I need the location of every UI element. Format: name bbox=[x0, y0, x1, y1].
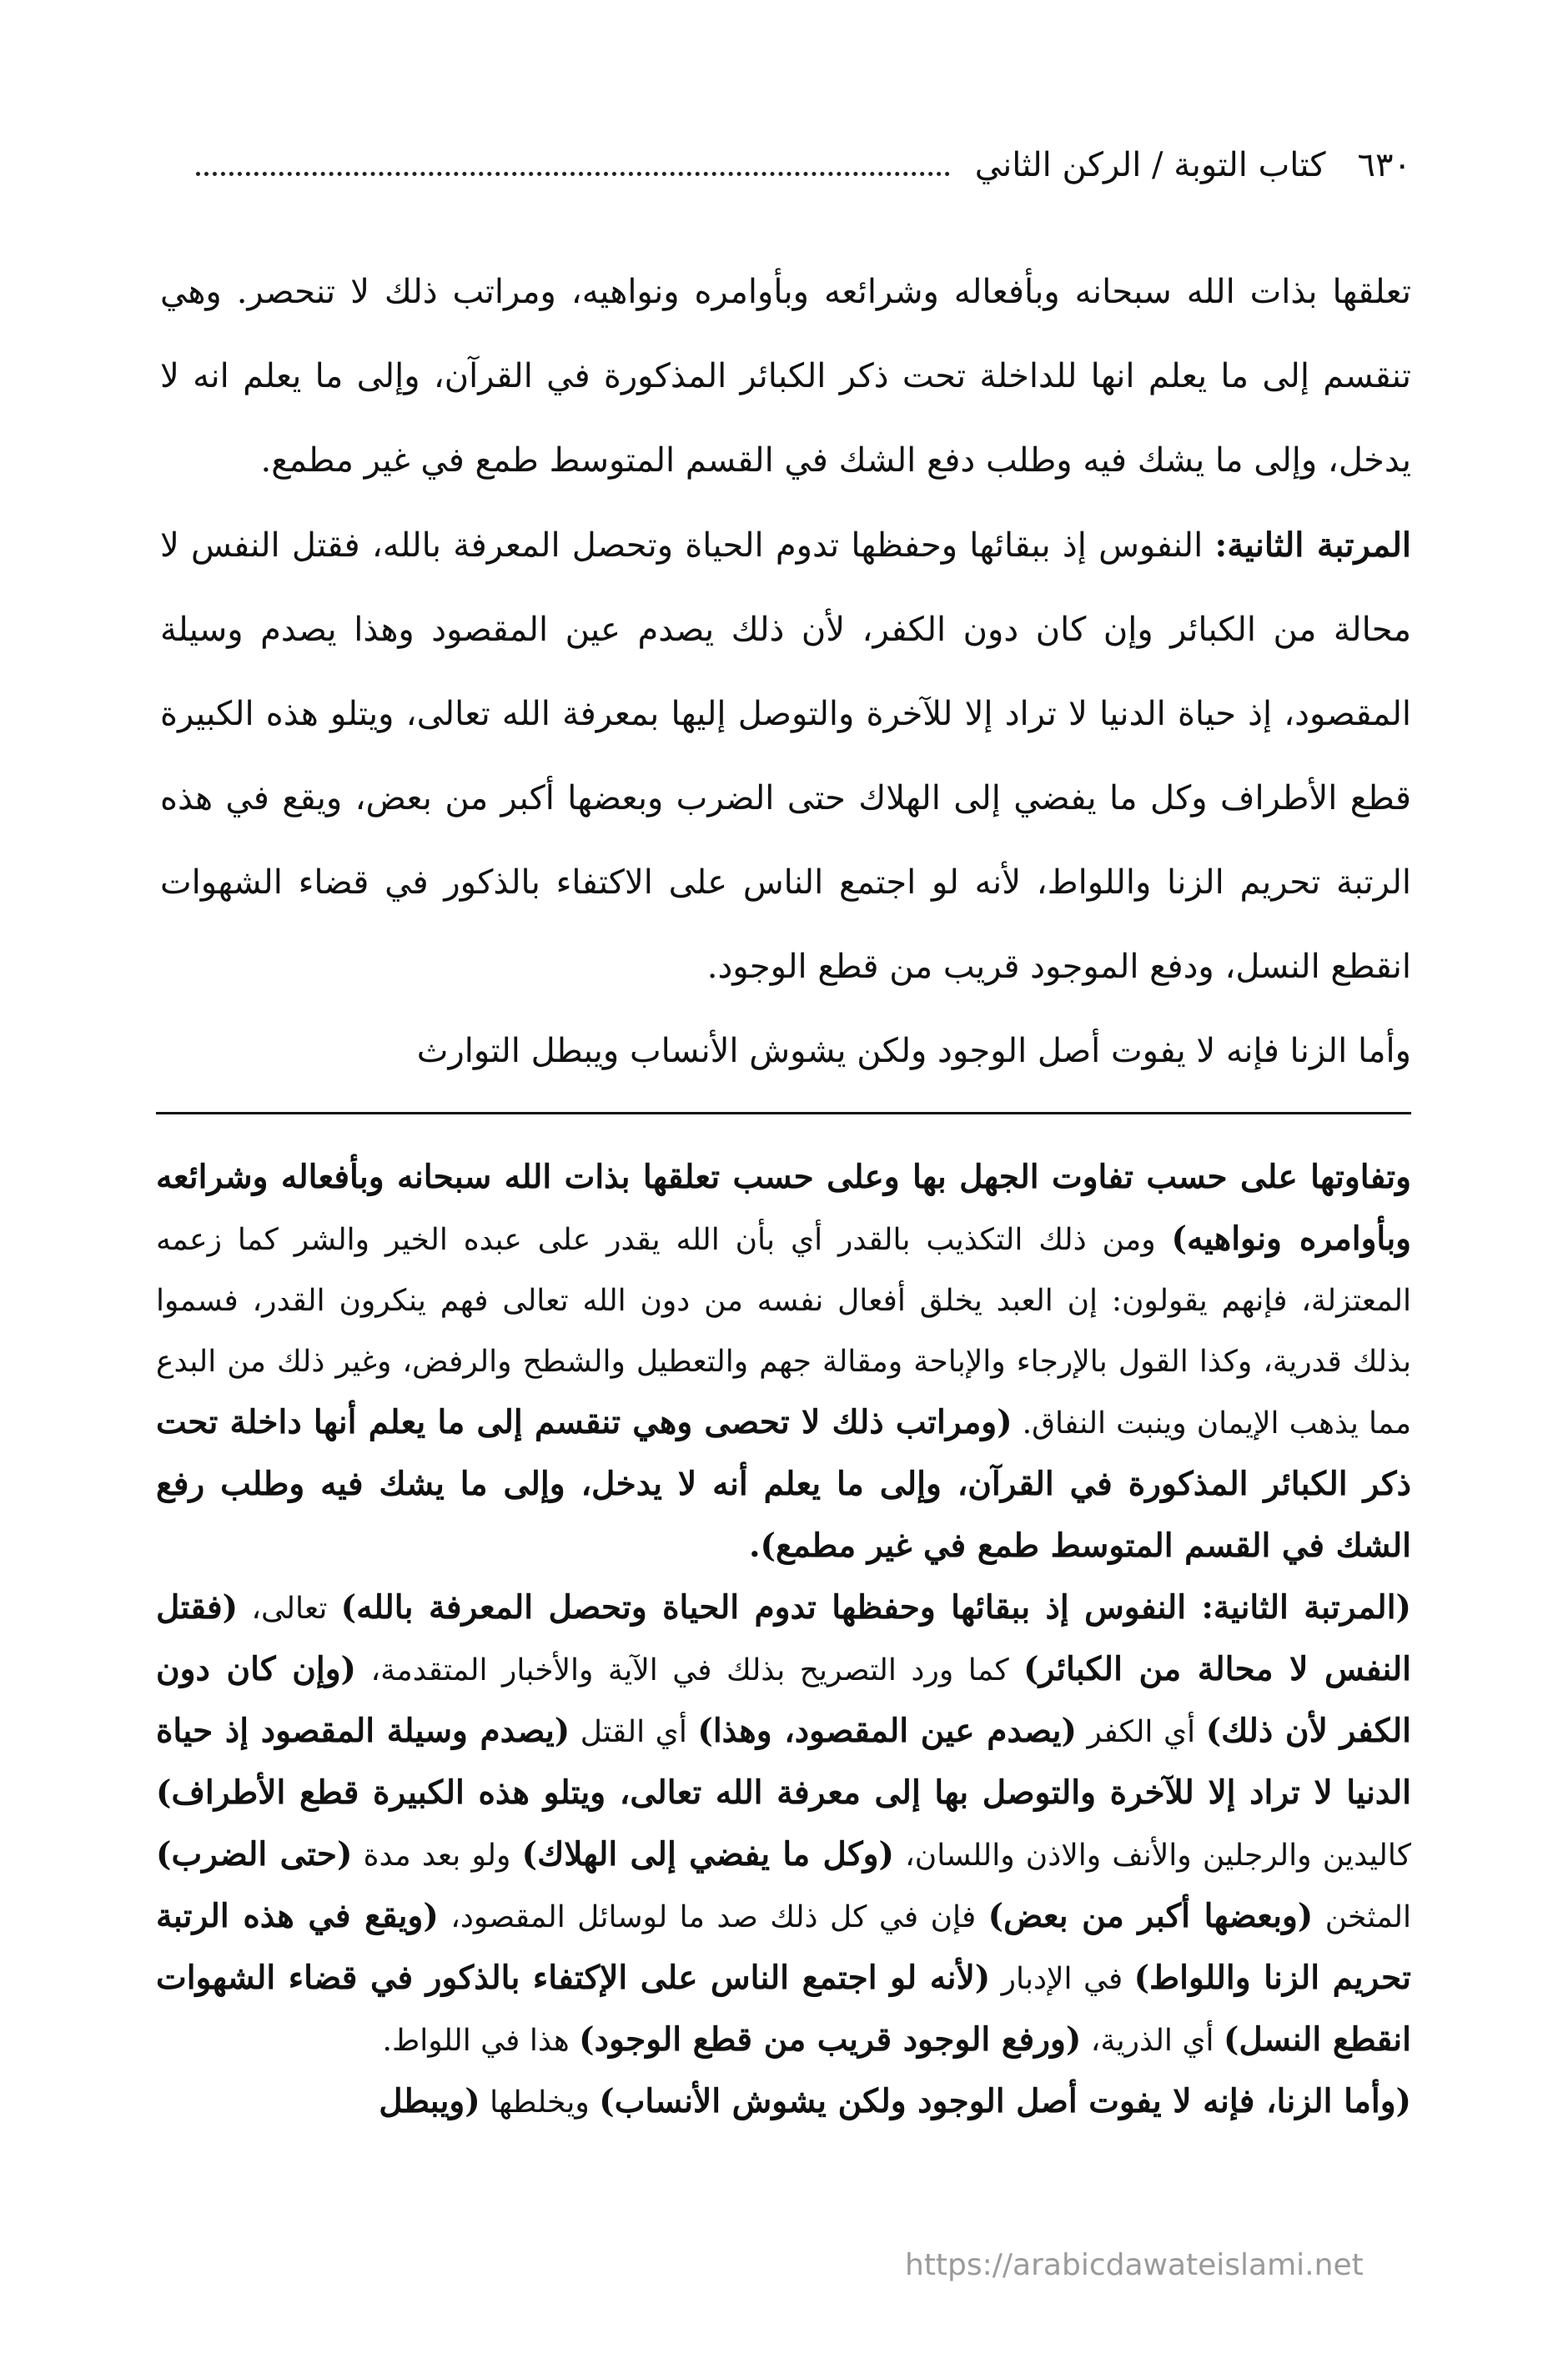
commentary-quote: (وكل ما يفضي إلى الهلاك) bbox=[521, 1835, 894, 1874]
page-number: ٦٣٠ bbox=[1357, 146, 1411, 184]
commentary-text: هذا في اللواط. bbox=[382, 2024, 580, 2058]
commentary-quote: (يصدم وسيلة المقصود إذ حياة الدنيا لا تراد إلا للآخرة والتوصل بها إلى معرفة الله تعالى، ويتلو هذه الكبيرة قطع الأطراف) bbox=[156, 1712, 1411, 1812]
commentary bbox=[156, 1147, 1411, 2133]
commentary-text: المثخن bbox=[1313, 1900, 1411, 1934]
main-paragraph-3: وأما الزنا فإنه لا يفوت أصل الوجود ولكن يشوش الأنساب ويبطل التوارث bbox=[416, 1032, 1411, 1070]
commentary-quote: (ورفع الوجود قريب من قطع الوجود) bbox=[579, 2020, 1082, 2059]
commentary-quote: (وبعضها أكبر من بعض) bbox=[988, 1897, 1314, 1935]
commentary-text: أي الذرية، bbox=[1081, 2024, 1224, 2058]
main-paragraph-1: تعلقها بذات الله سبحانه وبأفعاله وشرائعه وبأوامره ونواهيه، ومراتب ذلك لا تنحصر. وهي تنقسم إلى ما يعلم انها للداخلة تحت ذكر الكبائر المذكورة في القرآن، وإلى ما يعلم انه لا يدخل، وإلى ما يشك فيه وطلب دفع الشك في القسم المتوسط طمع في غير مطمع. bbox=[160, 273, 1411, 480]
commentary-text: أي القتل bbox=[570, 1715, 698, 1749]
commentary-text: فإن في كل ذلك صد ما لوسائل المقصود، bbox=[438, 1900, 988, 1934]
commentary-text: ويخلطها bbox=[480, 2085, 600, 2120]
commentary-quote: (ومراتب ذلك لا تحصى وهي تنقسم إلى ما يعلم أنها داخلة تحت ذكر الكبائر المذكورة في القرآن، وإلى ما يعلم أنه لا يدخل، وإلى ما يشك فيه وطلب رفع الشك في القسم المتوسط طمع في غير مطمع). bbox=[156, 1403, 1411, 1565]
chapter-title: كتاب التوبة / الركن الثاني bbox=[974, 146, 1326, 184]
header-leader-dots bbox=[196, 172, 950, 176]
commentary-quote: (وأما الزنا، فإنه لا يفوت أصل الوجود ولكن يشوش الأنساب) bbox=[599, 2082, 1411, 2120]
commentary-text: ولو بعد مدة bbox=[352, 1838, 522, 1873]
commentary-paragraph-3 bbox=[156, 2071, 1411, 2133]
commentary-quote: (المرتبة الثانية: النفوس إذ ببقائها وحفظها تدوم الحياة وتحصل المعرفة بالله) bbox=[340, 1588, 1411, 1627]
main-paragraph-2-body: النفوس إذ ببقائها وحفظها تدوم الحياة وتحصل المعرفة بالله، فقتل النفس لا محالة من الكبائر وإن كان دون الكفر، لأن ذلك يصدم عين المقصود وهذا يصدم وسيلة المقصود، إذ حياة الدنيا لا تراد إلا للآخرة والتوصل إليها بمعرفة الله تعالى، ويتلو هذه الكبيرة قطع الأطراف وكل ما يفضي إلى الهلاك حتى الضرب وبعضها أكبر من بعض، ويقع في هذه الرتبة تحريم الزنا واللواط، لأنه لو اجتمع الناس على الاكتفاء بالذكور في قضاء الشهوات انقطع النسل، ودفع الموجود قريب من قطع الوجود. bbox=[160, 526, 1411, 986]
commentary-paragraph-1 bbox=[156, 1147, 1411, 1577]
commentary-quote: وتفاوتها على حسب تفاوت الجهل بها وعلى حسب تعلقها بذات الله سبحانه وبأفعاله وشرائعه وبأوامره ونواهيه) bbox=[156, 1158, 1412, 1258]
commentary-quote: (يصدم عين المقصود، وهذا) bbox=[697, 1712, 1077, 1750]
commentary-quote: (ويبطل bbox=[379, 2082, 480, 2120]
separator-rule bbox=[156, 1112, 1411, 1114]
commentary-quote: (حتى الضرب) bbox=[156, 1835, 353, 1874]
commentary-quote: (ويقع في هذه الرتبة تحريم الزنا واللواط) bbox=[156, 1897, 1412, 1997]
commentary-text: كاليدين والرجلين والأنف والاذن واللسان، bbox=[893, 1838, 1411, 1873]
main-text bbox=[160, 250, 1411, 1094]
running-header bbox=[146, 140, 1411, 190]
commentary-text: كما ورد التصريح بذلك في الآية والأخبار المتقدمة، bbox=[356, 1653, 1024, 1687]
watermark-url: https://arabicdawateislami.net bbox=[905, 2248, 1364, 2282]
commentary-text: في الإدبار bbox=[990, 1962, 1134, 1996]
main-paragraph-2 bbox=[160, 503, 1411, 1009]
commentary-quote: (فقتل النفس لا محالة من الكبائر) bbox=[156, 1588, 1411, 1688]
commentary-text: أي الكفر bbox=[1076, 1715, 1206, 1749]
commentary-quote: (لأنه لو اجتمع الناس على الإكتفاء بالذكور في قضاء الشهوات انقطع النسل) bbox=[156, 1959, 1411, 2059]
commentary-text: تعالى، bbox=[238, 1592, 341, 1626]
main-paragraph-2-heading: المرتبة الثانية: bbox=[1214, 526, 1412, 565]
commentary-text: ومن ذلك التكذيب بالقدر أي بأن الله يقدر على عبده الخير والشر كما زعمه المعتزلة، فإنهم يقولون: إن العبد يخلق أفعال نفسه من دون الله تعالى فهم ينكرون القدر، فسموا بذلك قدرية، وكذا القول بالإرجاء والإباحة ومقالة جهم والتعطيل والشطح والرفض، وغير ذلك من البدع مما يذهب الإيمان وينبت النفاق. bbox=[156, 1223, 1412, 1441]
commentary-paragraph-2 bbox=[156, 1577, 1411, 2071]
commentary-quote: (وإن كان دون الكفر لأن ذلك) bbox=[156, 1650, 1411, 1750]
